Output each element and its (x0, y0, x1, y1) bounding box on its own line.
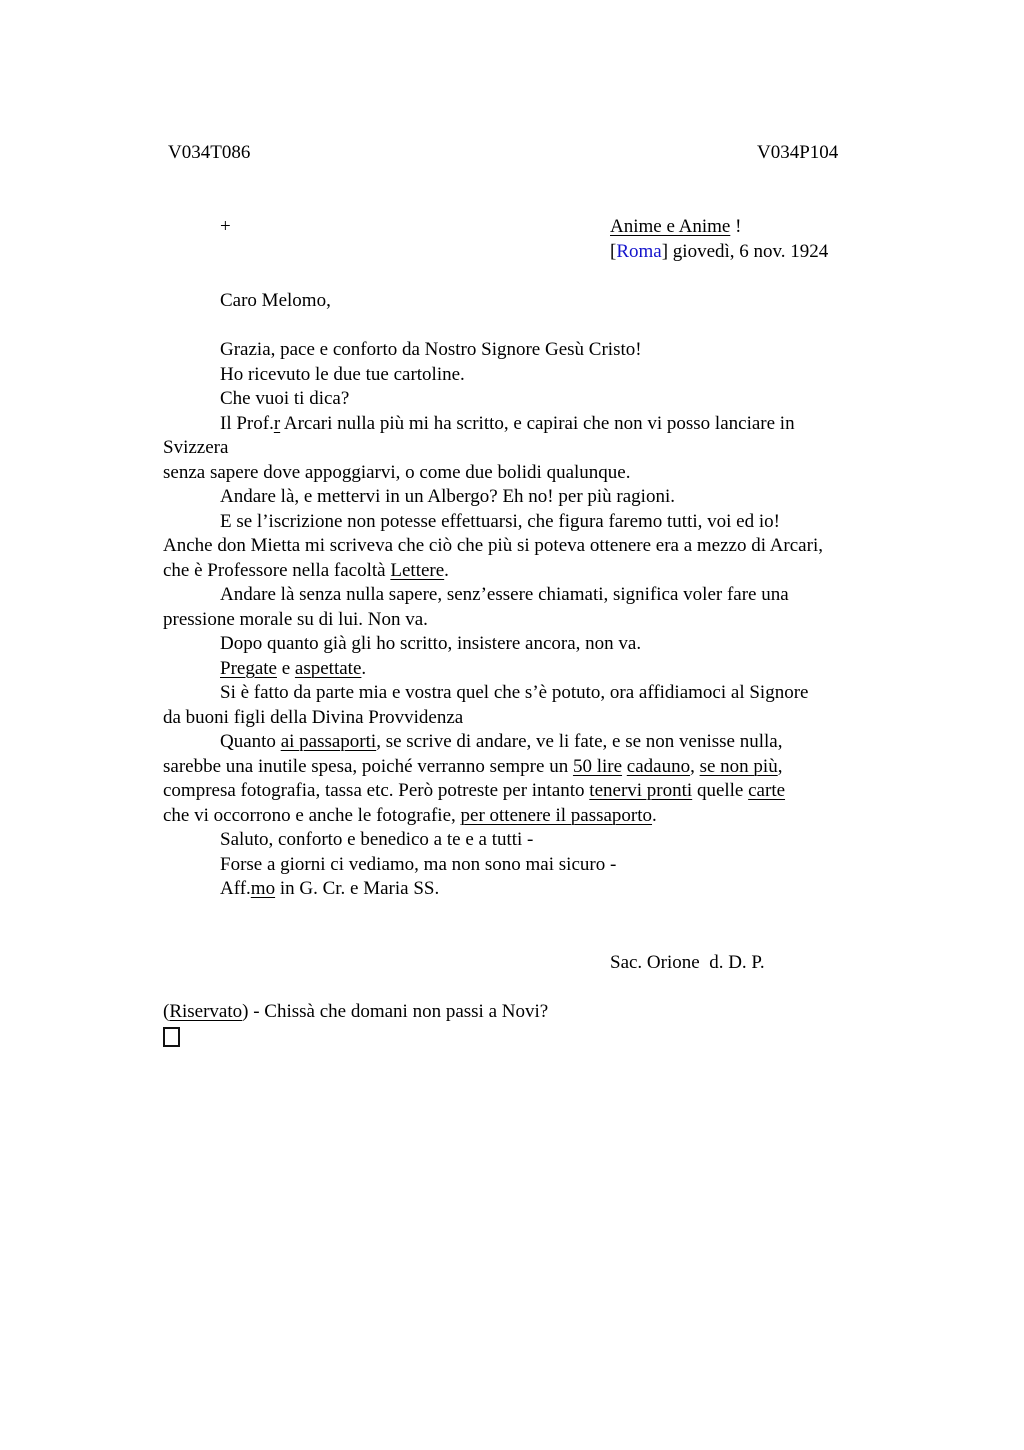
letter-line (163, 877, 908, 902)
text-segment: che è Professore nella facoltà (163, 559, 391, 581)
letter-line (163, 632, 908, 657)
text-segment: cadauno (626, 755, 691, 777)
text-segment: ! (730, 216, 742, 237)
text-segment: , se scrive di andare, ve li fate, e se non venisse nulla, (376, 731, 783, 752)
letter-line (163, 338, 908, 363)
letter-line (163, 657, 908, 682)
text-segment: , (777, 755, 783, 777)
letter-dateline (610, 240, 828, 265)
letter-line (163, 730, 908, 755)
text-segment: . (361, 657, 367, 679)
letter-line (163, 828, 908, 853)
text-segment: quelle (692, 780, 749, 801)
text-segment: Aff. (220, 878, 251, 899)
letter-line (163, 559, 908, 584)
text-segment: e (276, 657, 295, 679)
text-segment: carte (748, 780, 786, 801)
text-segment: Quanto (220, 731, 281, 752)
letter-heading (610, 215, 828, 264)
letter-content (163, 289, 908, 1049)
letter-line (163, 534, 908, 559)
text-segment: da buoni figli della Divina Provvidenza (163, 706, 464, 728)
text-segment: Svizzera (163, 437, 229, 458)
text-segment: per ottenere il passaporto (460, 804, 653, 826)
text-segment: E se l’iscrizione non potesse effettuarsi, che figura faremo tutti, voi ed io! (220, 510, 780, 532)
letter-line (163, 289, 908, 314)
text-segment: 50 lire (572, 755, 623, 777)
text-segment: Che vuoi ti dica? (220, 388, 350, 409)
text-segment: compresa fotografia, tassa etc. Però potreste per intanto (163, 780, 590, 801)
text-segment: Saluto, conforto e benedico a te e a tutti - (220, 829, 534, 850)
letter-line (163, 436, 908, 461)
document-code-right: V034P104 (757, 142, 839, 163)
text-segment: ] giovedì, 6 nov. 1924 (661, 240, 829, 262)
letter-line (163, 779, 908, 804)
letter-line (163, 804, 908, 829)
text-segment: aspettate (294, 657, 362, 679)
letter-line (163, 706, 908, 731)
text-segment: Andare là, e mettervi in un Albergo? Eh no! per più ragioni. (220, 486, 675, 507)
postscript-line (163, 1000, 908, 1025)
text-segment: . (652, 804, 657, 826)
signature: Sac. Orione d. D. P. (610, 951, 765, 973)
text-segment: . (444, 559, 449, 581)
text-segment: mo (250, 878, 276, 899)
text-segment: Forse a giorni ci vediamo, ma non sono mai sicuro - (220, 853, 617, 875)
text-segment: ai passaporti (280, 731, 377, 752)
text-segment: sarebbe una inutile spesa, poiché verranno sempre un (163, 755, 573, 777)
text-segment: r (273, 412, 281, 434)
letter-title (610, 215, 828, 240)
letter-line (163, 583, 908, 608)
text-segment: Lettere (390, 559, 445, 581)
text-segment: in G. Cr. e Maria SS. (275, 878, 440, 899)
text-segment: , (690, 755, 700, 777)
text-segment: Il Prof. (220, 412, 274, 434)
letter-body (163, 289, 908, 902)
text-segment: se non più (699, 755, 778, 777)
letter-line (163, 853, 908, 878)
letter-line (163, 510, 908, 535)
text-segment: che vi occorrono e anche le fotografie, (163, 804, 461, 826)
text-segment: [ (610, 240, 617, 262)
text-segment: Anche don Mietta mi scriveva che ciò che più si poteva ottenere era a mezzo di Arcari, (163, 535, 823, 556)
text-segment: senza sapere dove appoggiarvi, o come due bolidi qualunque. (163, 461, 631, 483)
letter-line (163, 755, 908, 780)
empty-box-glyph (163, 1027, 180, 1047)
text-segment: ( (163, 1000, 170, 1022)
text-segment: Arcari nulla più mi ha scritto, e capirai che non vi posso lanciare in (280, 412, 795, 434)
document-code-left: V034T086 (168, 142, 251, 163)
text-segment: Caro Melomo, (220, 290, 331, 311)
letter-line (163, 363, 908, 388)
letter-line (163, 461, 908, 486)
cross-mark: + (220, 216, 231, 237)
place-roma: Roma (616, 240, 662, 262)
text-segment: Riservato (169, 1000, 243, 1022)
text-segment: ) - Chissà che domani non passi a Novi? (242, 1000, 549, 1022)
postscript-symbol-line (163, 1024, 908, 1049)
text-segment: Si è fatto da parte mia e vostra quel che s’è potuto, ora affidiamoci al Signore (220, 682, 809, 703)
text-segment: Pregate (220, 657, 277, 679)
text-segment: Dopo quanto già gli ho scritto, insistere ancora, non va. (220, 633, 642, 654)
text-segment: tenervi pronti (589, 780, 693, 801)
letter-line (163, 608, 908, 633)
letter-line (163, 412, 908, 437)
letter-line (163, 681, 908, 706)
letter-line (163, 485, 908, 510)
text-segment: Anime e Anime (610, 216, 731, 237)
text-segment: Grazia, pace e conforto da Nostro Signore Gesù Cristo! (220, 339, 642, 360)
text-segment: Ho ricevuto le due tue cartoline. (220, 363, 465, 385)
text-segment: Andare là senza nulla sapere, senz’essere chiamati, significa voler fare una (220, 584, 789, 605)
letter-line (163, 387, 908, 412)
text-segment: pressione morale su di lui. Non va. (163, 608, 428, 630)
